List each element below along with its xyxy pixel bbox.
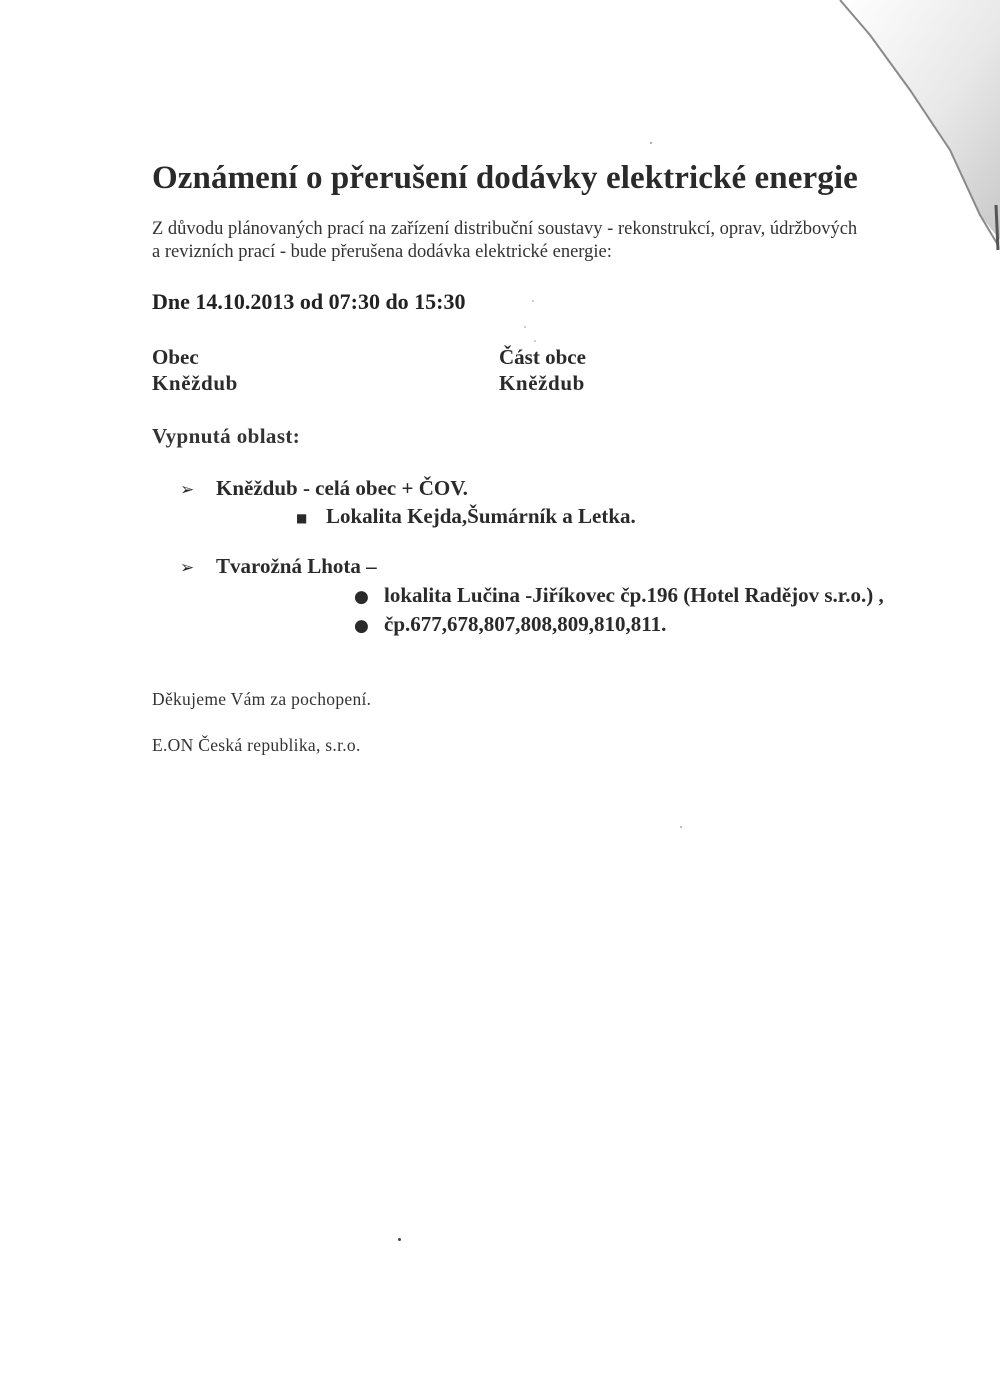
area-detail: lokalita Lučina -Jiříkovec čp.196 (Hotel Radějov s.r.o.) , [384, 583, 884, 607]
area-name: Tvarožná Lhota – [216, 554, 377, 578]
scan-speck [650, 142, 652, 144]
area-detail-item [296, 504, 636, 529]
arrow-bullet-icon: ➢ [180, 558, 195, 578]
area-detail-item [354, 612, 666, 637]
area-detail: Lokalita Kejda,Šumárník a Letka. [326, 504, 636, 528]
arrow-bullet-icon: ➢ [180, 480, 195, 500]
area-item [180, 554, 377, 579]
district-value: Kněždub [499, 371, 585, 395]
round-bullet-icon: ● [354, 616, 369, 636]
scan-speck [532, 300, 534, 302]
scan-speck [398, 1238, 401, 1241]
thanks-line: Děkujeme Vám za pochopení. [152, 689, 372, 709]
company-signature: E.ON Česká republika, s.r.o. [152, 735, 361, 755]
intro-line-1: Z důvodu plánovaných prací na zařízení distribuční soustavy - rekonstrukcí, oprav, údržbových [152, 219, 858, 239]
square-bullet-icon: ■ [296, 511, 308, 526]
district-label: Část obce [499, 345, 586, 369]
scan-speck [524, 326, 526, 328]
affected-area-label: Vypnutá oblast: [152, 424, 301, 448]
area-detail: čp.677,678,807,808,809,810,811. [384, 612, 667, 636]
area-detail-item [354, 583, 884, 608]
area-name: Kněždub - celá obec + ČOV. [216, 476, 468, 500]
intro-line-2: a revizních prací - bude přerušena dodávka elektrické energie: [152, 242, 612, 262]
notice-title: Oznámení o přerušení dodávky elektrické energie [152, 160, 858, 196]
scan-speck [680, 826, 682, 828]
intro-paragraph [152, 218, 857, 264]
round-bullet-icon: ● [354, 587, 369, 607]
outage-date: Dne 14.10.2013 od 07:30 do 15:30 [152, 289, 466, 314]
municipality-value: Kněždub [152, 371, 238, 395]
municipality-label: Obec [152, 345, 199, 369]
scan-speck [534, 340, 536, 342]
area-item [180, 476, 468, 501]
